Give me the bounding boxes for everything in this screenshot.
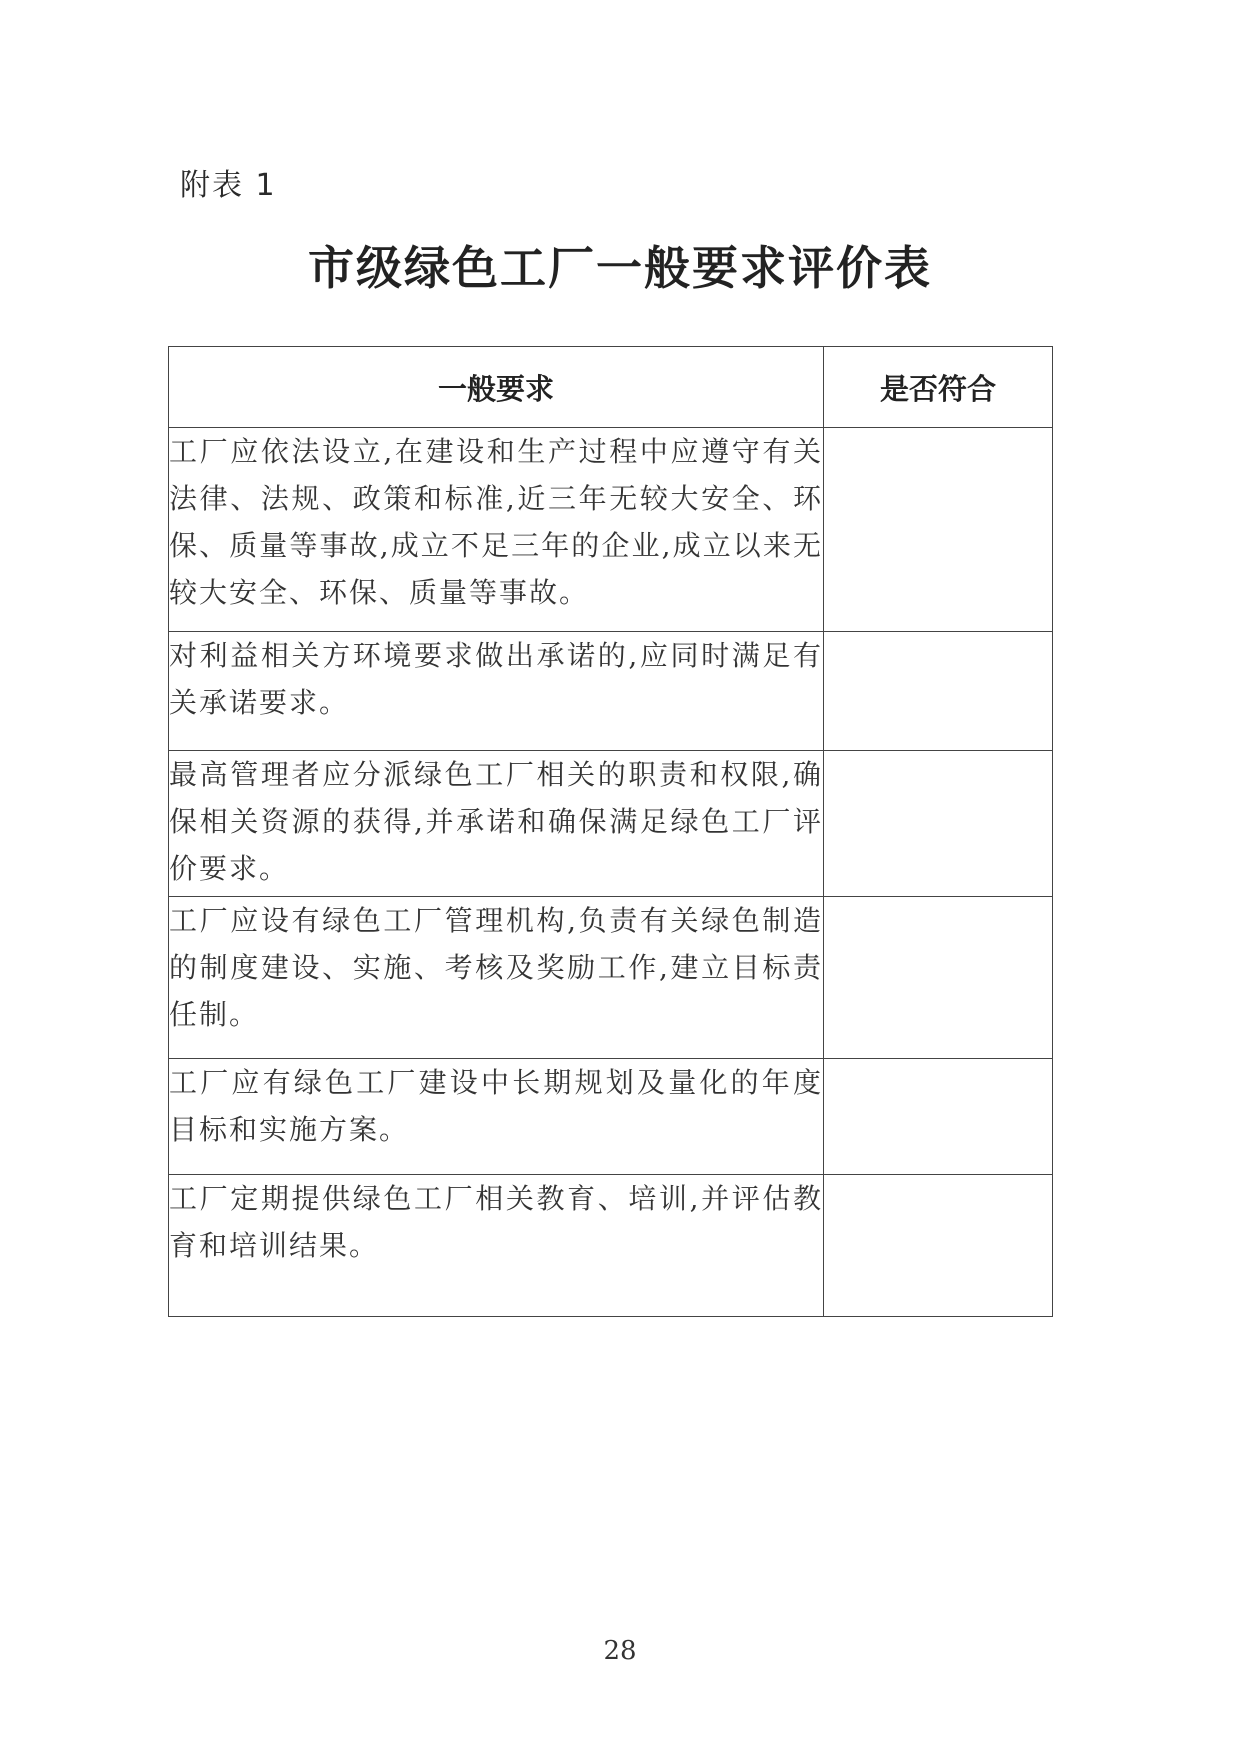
header-compliance: 是否符合 [824,347,1053,428]
compliance-cell [824,1175,1053,1317]
table-header-row [169,347,1053,428]
table-row [169,632,1053,751]
requirement-cell: 工厂应依法设立,在建设和生产过程中应遵守有关法律、法规、政策和标准,近三年无较大安全、环保、质量等事故,成立不足三年的企业,成立以来无较大安全、环保、质量等事故。 [169,428,824,632]
table-row [169,428,1053,632]
table-row [169,897,1053,1059]
compliance-cell [824,751,1053,897]
page-number: 28 [603,1636,637,1666]
compliance-cell [824,632,1053,751]
requirement-cell: 工厂应有绿色工厂建设中长期规划及量化的年度目标和实施方案。 [169,1059,824,1175]
requirement-cell: 最高管理者应分派绿色工厂相关的职责和权限,确保相关资源的获得,并承诺和确保满足绿色工厂评价要求。 [169,751,824,897]
compliance-cell [824,1059,1053,1175]
requirement-cell: 工厂定期提供绿色工厂相关教育、培训,并评估教育和培训结果。 [169,1175,824,1317]
appendix-label: 附表 1 [180,168,277,203]
document-title: 市级绿色工厂一般要求评价表 [308,241,932,295]
table-row [169,1175,1053,1317]
evaluation-table [168,346,1053,1317]
header-requirement: 一般要求 [169,347,824,428]
table-row [169,1059,1053,1175]
table-row [169,751,1053,897]
requirement-cell: 对利益相关方环境要求做出承诺的,应同时满足有关承诺要求。 [169,632,824,751]
compliance-cell [824,428,1053,632]
compliance-cell [824,897,1053,1059]
requirement-cell: 工厂应设有绿色工厂管理机构,负责有关绿色制造的制度建设、实施、考核及奖励工作,建立目标责任制。 [169,897,824,1059]
